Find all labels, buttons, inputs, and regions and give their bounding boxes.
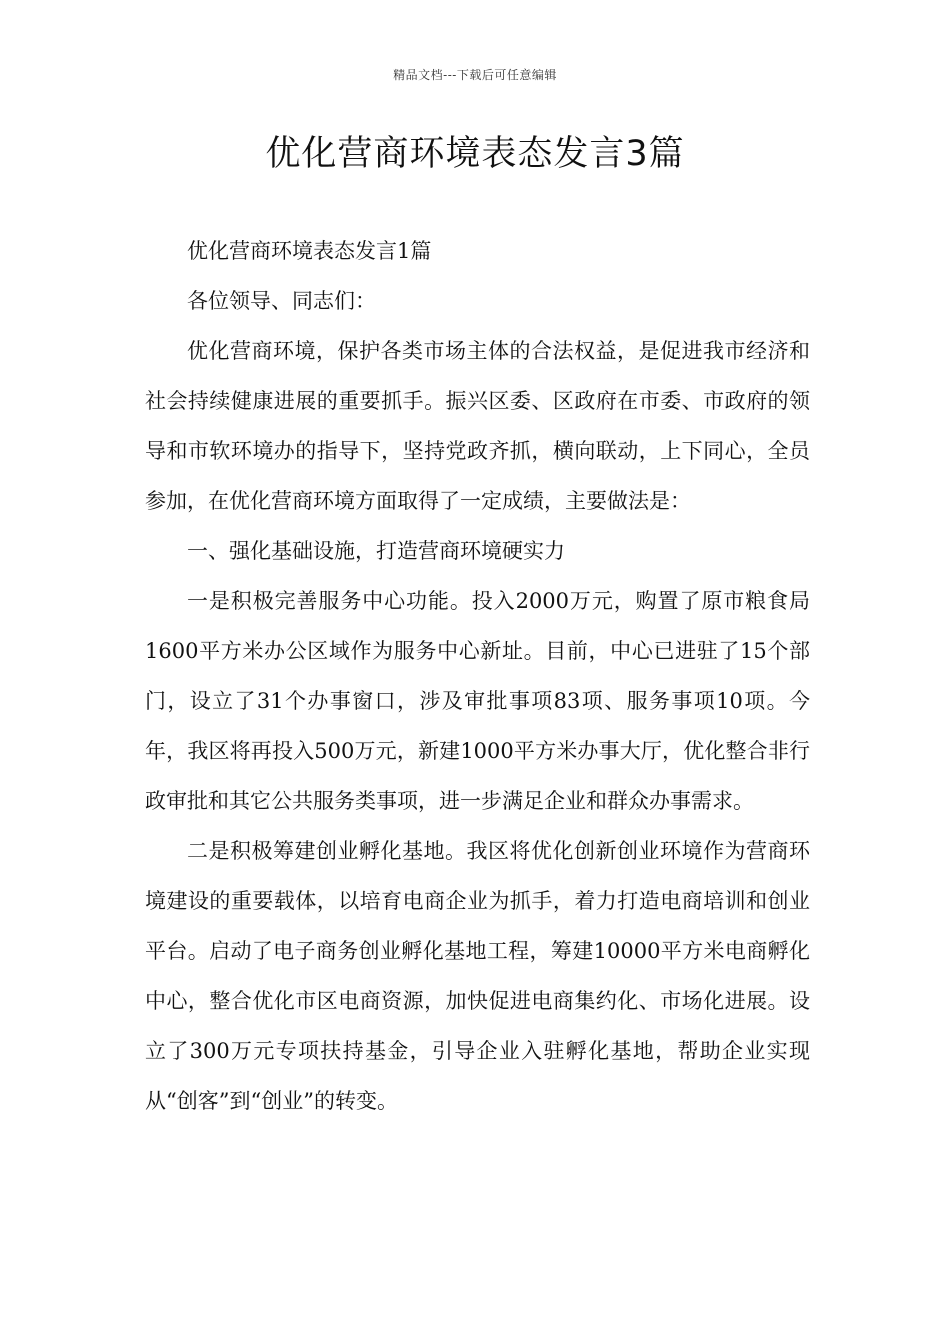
document-body: [145, 226, 810, 1126]
header-note: 精品文档---下载后可任意编辑: [393, 68, 557, 82]
paragraph-incubation-base: 二是积极筹建创业孵化基地。我区将优化创新创业环境作为营商环境建设的重要载体，以培育电商企业为抓手，着力打造电商培训和创业平台。启动了电子商务创业孵化基地工程，筹建10000平方米电商孵化中心，整合优化市区电商资源，加快促进电商集约化、市场化进展。设立了300万元专项扶持基金，引导企业入驻孵化基地，帮助企业实现从“创客”到“创业”的转变。: [145, 839, 810, 1113]
section-heading-1: 优化营商环境表态发言1篇: [187, 239, 432, 263]
paragraph-service-center: 一是积极完善服务中心功能。投入2000万元，购置了原市粮食局1600平方米办公区域作为服务中心新址。目前，中心已进驻了15个部门，设立了31个办事窗口，涉及审批事项83项、服务事项10项。今年，我区将再投入500万元，新建1000平方米办事大厅，优化整合非行政审批和其它公共服务类事项，进一步满足企业和群众办事需求。: [145, 589, 810, 813]
salutation: 各位领导、同志们：: [187, 289, 376, 313]
subheading-infrastructure: 一、强化基础设施，打造营商环境硬实力: [187, 539, 565, 563]
paragraph-intro: 优化营商环境，保护各类市场主体的合法权益，是促进我市经济和社会持续健康进展的重要抓手。振兴区委、区政府在市委、市政府的领导和市软环境办的指导下，坚持党政齐抓，横向联动，上下同心，全员参加，在优化营商环境方面取得了一定成绩，主要做法是：: [145, 339, 810, 513]
document-title: 优化营商环境表态发言3篇: [265, 134, 685, 174]
